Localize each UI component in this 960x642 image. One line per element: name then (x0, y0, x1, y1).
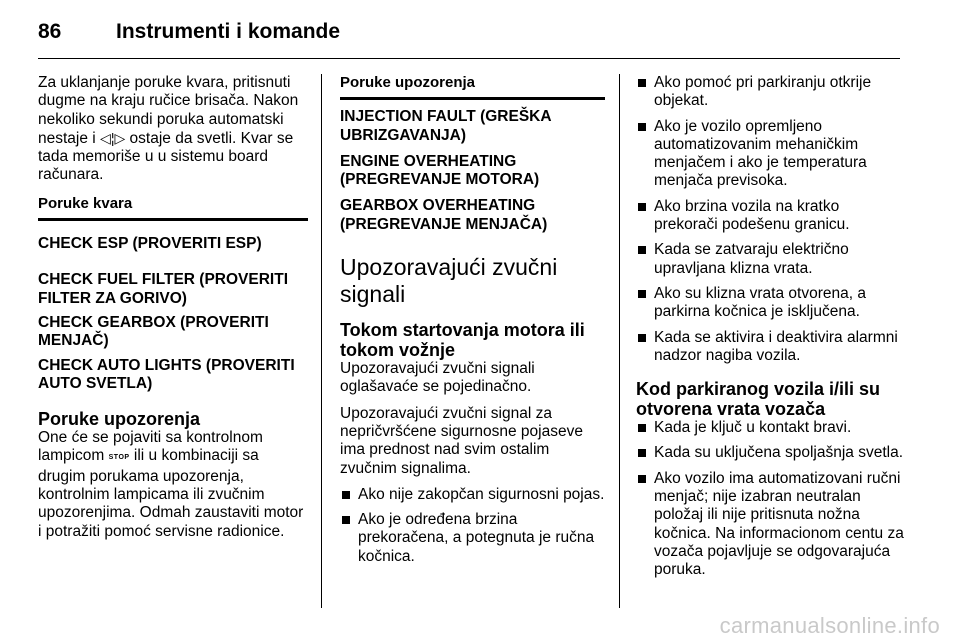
fault-message: CHECK GEARBOX (PROVERITI MENJAČ) (38, 313, 269, 350)
fault-message: CHECK AUTO LIGHTS (PROVERITI AUTO SVETLA) (38, 356, 295, 392)
warning-message: INJECTION FAULT (GREŠKA UBRIZGAVANJA) (340, 108, 551, 144)
bullet-square-icon (342, 491, 350, 499)
list-item (340, 511, 605, 566)
list-item-text: Ako brzina vozila na kratko prekorači podešenu granicu. (654, 197, 850, 234)
bullet-square-icon (638, 424, 646, 432)
bullet-list (636, 419, 906, 579)
list-item (636, 329, 906, 366)
warning-paragraph (38, 429, 308, 541)
list-item-text: Kada se aktivira i deaktivira alarmni nadzor nagiba vozila. (654, 328, 898, 364)
list-item (636, 74, 906, 111)
stop-icon: STOP (108, 454, 130, 462)
warning-caption: Poruke upozorenja (340, 74, 605, 100)
warning-message: GEARBOX OVERHEATING (PREGREVANJE MENJAČA) (340, 197, 548, 233)
warning-text-part2: ili u kombinaciji sa drugim porukama upozorenja, kontrolnim lampicama ili zvučnim upozorenjima. Odmah zaustaviti motor i potražiti pomoć servisne radionice. (38, 447, 304, 540)
parked-vehicle-heading: Kod parkiranog vozila i/ili su otvorena vrata vozača (636, 379, 881, 420)
page-header (38, 20, 908, 60)
list-item (636, 470, 906, 580)
intro-paragraph (38, 74, 308, 185)
list-item (636, 419, 906, 437)
header-divider (38, 58, 900, 59)
page-number: 86 (38, 20, 62, 43)
list-item-text: Ako je vozilo opremljeno automatizovanim mehaničkim menjačem i ako je temperatura menjača previsoka. (654, 117, 867, 190)
fault-message: CHECK ESP (PROVERITI ESP) (38, 235, 262, 253)
warning-message: ENGINE OVERHEATING (PREGREVANJE MOTORA) (340, 152, 540, 189)
list-item (636, 444, 906, 462)
list-item (636, 198, 906, 235)
list-item-text: Kada je ključ u kontakt bravi. (654, 419, 852, 437)
list-item-text: Ako pomoć pri parkiranju otkrije objekat. (654, 74, 872, 110)
bullet-square-icon (638, 449, 646, 457)
list-item-text: Ako vozilo ima automatizovani ručni menjač; nije izabran neutralan položaj ili nije pritisnuta nožna kočnica. Na informacionom centu za vozača pojavljuje se odgovarajuća poruka. (654, 469, 904, 579)
fault-message: CHECK FUEL FILTER (PROVERITI FILTER ZA GORIVO) (38, 271, 289, 307)
warning-text-part1: One će se pojaviti sa kontrolnom lampicom (38, 429, 263, 465)
list-item-text: Kada su uključena spoljašnja svetla. (654, 444, 904, 462)
list-item-text: Ako nije zakopčan sigurnosni pojas. (358, 485, 605, 503)
page-title: Instrumenti i komande (116, 20, 341, 43)
bullet-square-icon (638, 246, 646, 254)
fault-caption: Poruke kvara (38, 195, 308, 221)
bullet-square-icon (638, 475, 646, 483)
column-3 (636, 74, 906, 587)
paragraph: Upozoravajući zvučni signal za nepričvršćene sigurnosne pojaseve ima prednost nad svim ostalim zvučnim signalima. (340, 404, 583, 477)
list-item-text: Ako je određena brzina prekoračena, a potegnuta je ručna kočnica. (358, 511, 595, 565)
watermark: carmanualsonline.info (719, 613, 940, 638)
bullet-square-icon (342, 516, 350, 524)
list-item (636, 241, 906, 278)
start-driving-heading: Tokom startovanja motora ili tokom vožnje (340, 320, 585, 361)
intro-text-part2: ostaje da svetli. Kvar se tada memoriše u u sistemu board računara. (38, 129, 294, 184)
column-divider-2 (619, 74, 620, 608)
list-item (636, 285, 906, 322)
bullet-square-icon (638, 290, 646, 298)
bullet-list (340, 486, 605, 566)
column-1 (38, 74, 308, 549)
intro-text-part1: Za uklanjanje poruke kvara, pritisnuti dugme na kraju ručice brisača. Nakon nekoliko sekundi poruka automatski nestaje i (38, 74, 299, 147)
warning-heading: Poruke upozorenja (38, 409, 201, 430)
list-item (636, 118, 906, 191)
sound-signals-heading: Upozoravajući zvučni signali (340, 254, 558, 308)
list-item-text: Ako su klizna vrata otvorena, a parkirna kočnica je isključena. (654, 284, 866, 321)
column-2 (340, 74, 605, 573)
list-item (340, 486, 605, 504)
bullet-square-icon (638, 203, 646, 211)
paragraph: Upozoravajući zvučni signali oglašavaće se pojedinačno. (340, 360, 535, 396)
wiper-icon: ◁¦▷ (100, 129, 126, 146)
column-divider-1 (321, 74, 322, 608)
bullet-square-icon (638, 79, 646, 87)
bullet-list (636, 74, 906, 365)
bullet-square-icon (638, 334, 646, 342)
bullet-square-icon (638, 123, 646, 131)
list-item-text: Kada se zatvaraju električno upravljana klizna vrata. (654, 241, 849, 277)
